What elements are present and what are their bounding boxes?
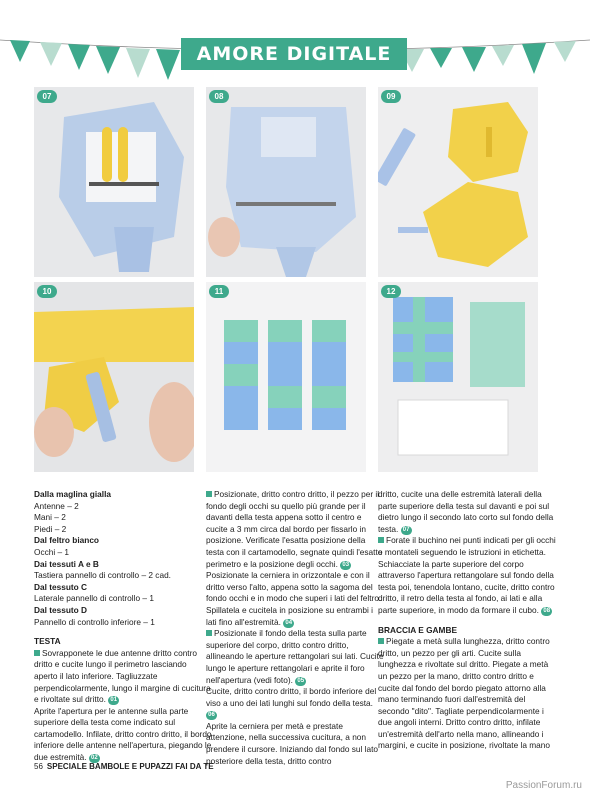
- step-number-badge: 07: [37, 90, 57, 103]
- page-title: AMORE DIGITALE: [195, 38, 393, 70]
- step-number-badge: 11: [209, 285, 229, 298]
- paragraph: Forate il buchino nei punti indicati per gli occhi e montateli seguendo le istruzioni in etichetta. Schiacciate la parte superiore del corpo attraverso l'apertura rettangolare sul fondo della testa poi, tenendola lontano, cucite, dritto contro dritto, il retro della testa al fondo, ai lati e alla parte superiore, in modo da formare il cubo. 08: [378, 535, 556, 615]
- page-footer: [34, 762, 214, 771]
- section-heading-testa: TESTA: [34, 636, 61, 647]
- step-ref-badge: 03: [340, 561, 351, 570]
- step-ref-badge: 08: [541, 607, 552, 616]
- section-heading-braccia: BRACCIA E GAMBE: [378, 624, 457, 635]
- materials-heading: Dai tessuti A e B: [34, 558, 99, 569]
- materials-item: Antenne – 2: [34, 500, 79, 511]
- materials-item: Mani – 2: [34, 512, 66, 523]
- paragraph: Posizionate, dritto contro dritto, il pezzo per il fondo degli occhi su quello più grande per il davanti della testa appena sotto il centro e cucite a 3 mm circa dal bordo per fissarlo in posizione. Verificate l'esatta posizione della testa con il cartamodello, segnate quindi l'esatto perimetro e la posizione degli occhi. 03: [206, 489, 383, 569]
- materials-item: Piedi – 2: [34, 523, 67, 534]
- paragraph: Sovrapponete le due antenne dritto contro dritto e cucite lungo il perimetro lasciando aperto il lato inferiore. Tagliuzzate perpendicolarmente, lungo il margine di cucitura e rivoltate sul dritto. 01: [34, 647, 211, 705]
- photo-step-11: [206, 282, 366, 472]
- materials-heading: Dalla maglina gialla: [34, 489, 112, 499]
- step-number-badge: 10: [37, 285, 57, 298]
- photo-step-10: [34, 282, 194, 472]
- photo-step-12: [378, 282, 538, 472]
- bullet-square-icon: [378, 638, 384, 644]
- materials-heading: Dal tessuto D: [34, 604, 88, 615]
- text-column-1: [34, 489, 212, 764]
- text-column-2: [206, 489, 384, 767]
- materials-item: Occhi – 1: [34, 546, 70, 557]
- paragraph: Aprite l'apertura per le antenne sulla parte superiore della testa come indicato sul cartamodello. Infilate, dritto contro dritto, il bordo inferiore delle antenne nell'apertura, piegando le due estremità. 02: [34, 705, 212, 763]
- materials-item: Laterale pannello di controllo – 1: [34, 593, 154, 604]
- materials-item: Tastiera pannello di controllo – 2 cad.: [34, 570, 171, 581]
- materials-list: [34, 489, 212, 628]
- step-number-badge: 08: [209, 90, 229, 103]
- paragraph: Cucite, dritto contro dritto, il bordo inferiore del viso a uno dei lati lunghi sul fondo della testa. 06: [206, 686, 377, 719]
- paragraph: Piegate a metà sulla lunghezza, dritto contro dritto, un pezzo per gli arti. Cucite sulla lunghezza e rivoltate sul dritto. Piegate a metà un pezzo per la mano, dritto contro dritto e cucite dal fondo del bordo piegato attorno alla mano terminando fuori dall'estremità del secondo "dito". Tagliate perpendicolarmente i due angoli interni. Dritto contro dritto, infilate un'estremità dell'arto nella mano, allineando i margini, e cucite in posizione, rivoltate la mano: [378, 636, 551, 751]
- paragraph: Posizionate la cerniera in orizzontale e con il dritto verso l'alto, appena sotto la sagoma del fondo occhi e in modo che superi i lati del feltro. Spillatela e cucitela in posizione su entrambi i lati fino all'estremità. 04: [206, 570, 382, 627]
- watermark: PassionForum.ru: [505, 780, 582, 791]
- photo-step-07: [34, 87, 194, 277]
- paragraph: Aprite la cerniera per metà e prestate attenzione, nella successiva cucitura, a non prendere il cursore. Iniziando dal fondo sul lato posteriore della testa, dritto contro: [206, 720, 379, 766]
- materials-heading: Dal tessuto C: [34, 581, 88, 592]
- step-ref-badge: 06: [206, 711, 217, 720]
- text-column-3: [378, 489, 556, 752]
- step-number-badge: 09: [381, 90, 401, 103]
- paragraph: dritto, cucite una delle estremità laterali della parte superiore della testa sul davanti e poi sul dietro lungo il secondo lato corto sul fondo della testa. 07: [378, 489, 554, 534]
- step-ref-badge: 07: [401, 526, 412, 535]
- photo-step-08: [206, 87, 366, 277]
- step-ref-badge: 02: [89, 754, 100, 763]
- page-number: 56: [34, 762, 43, 771]
- bullet-square-icon: [378, 537, 384, 543]
- materials-heading: Dal feltro bianco: [34, 535, 100, 546]
- step-ref-badge: 04: [283, 619, 294, 628]
- bullet-square-icon: [206, 491, 212, 497]
- bullet-square-icon: [206, 630, 212, 636]
- step-ref-badge: 01: [108, 696, 119, 705]
- materials-item: Pannello di controllo inferiore – 1: [34, 616, 155, 627]
- bullet-square-icon: [34, 650, 40, 656]
- step-number-badge: 12: [381, 285, 401, 298]
- paragraph: Posizionate il fondo della testa sulla parte superiore del corpo, dritto contro dritto, allineando le aperture rettangolari sui lati. Cucite lungo le aperture rettangolari e aprite il foro nell'apertura (vedi foto). 05: [206, 628, 384, 685]
- magazine-name: SPECIALE BAMBOLE E PUPAZZI FAI DA TE: [46, 762, 214, 771]
- photo-step-09: [378, 87, 538, 277]
- step-ref-badge: 05: [295, 677, 306, 686]
